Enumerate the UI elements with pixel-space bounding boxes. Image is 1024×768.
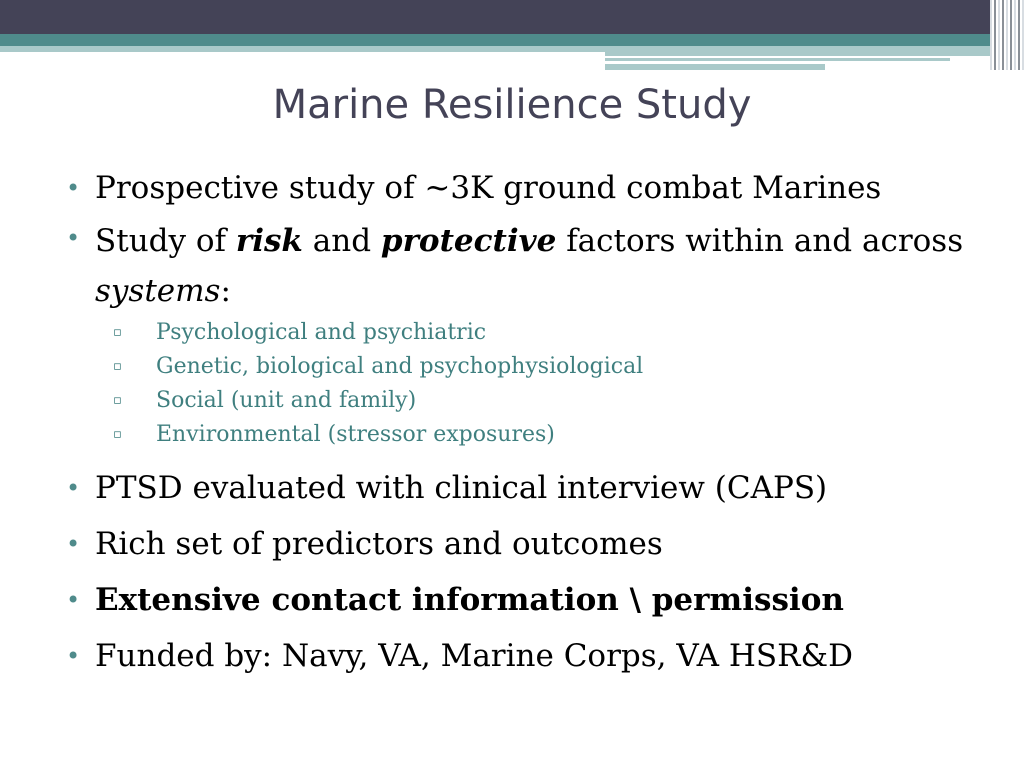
header-line-2 [605, 64, 825, 70]
bullet-marker: • [66, 474, 81, 502]
bullet-text-part: factors within and across [556, 223, 964, 259]
sub-bullet-text: Psychological and psychiatric [156, 320, 487, 345]
bullet-marker: • [66, 586, 81, 614]
bullet-text: PTSD evaluated with clinical interview (CAPS) [95, 470, 828, 506]
header-line-1 [605, 58, 950, 61]
sub-bullet-item [66, 316, 986, 350]
sub-bullet-marker: ▫ [113, 359, 122, 374]
bullet-marker: • [66, 642, 81, 670]
bullet-emphasis-systems: systems [95, 273, 221, 309]
bullet-text: Prospective study of ~3K ground combat Marines [95, 170, 882, 206]
bullet-emphasis-protective: protective [380, 223, 557, 259]
bullet-text: Extensive contact information \ permission [95, 582, 844, 618]
sub-bullet-list [66, 316, 986, 452]
header-band-step [605, 46, 1024, 56]
bullet-item [66, 216, 985, 316]
bullet-marker: • [66, 174, 81, 202]
sub-bullet-marker: ▫ [113, 393, 122, 408]
bullet-text: Funded by: Navy, VA, Marine Corps, VA HSR&D [95, 638, 853, 674]
bullet-item [66, 516, 986, 572]
sub-bullet-marker: ▫ [113, 325, 122, 340]
bullet-item [66, 572, 986, 628]
bullet-text-part: Study of [95, 223, 236, 259]
sub-bullet-item [66, 418, 986, 452]
sub-bullet-item [66, 384, 986, 418]
bullet-item [66, 628, 986, 684]
sub-bullet-text: Social (unit and family) [156, 388, 417, 413]
bullet-marker: • [66, 530, 81, 558]
bullet-item [66, 460, 986, 516]
slide-title: Marine Resilience Study [272, 82, 752, 128]
bullet-item [66, 160, 986, 216]
bullet-text-part: : [220, 273, 231, 309]
header-band-light [0, 46, 605, 52]
sub-bullet-marker: ▫ [113, 427, 122, 442]
bullet-text-part: and [302, 223, 381, 259]
bullet-text: Rich set of predictors and outcomes [95, 526, 663, 562]
header-band-teal [0, 34, 1024, 46]
bullet-emphasis-risk: risk [235, 223, 303, 259]
slide-body [66, 160, 986, 684]
sub-bullet-text: Genetic, biological and psychophysiological [156, 354, 644, 379]
header-band-dark [0, 0, 1024, 34]
bullet-marker: • [66, 224, 81, 252]
sub-bullet-item [66, 350, 986, 384]
sub-bullet-text: Environmental (stressor exposures) [156, 422, 555, 447]
header-stripes [990, 0, 1024, 70]
